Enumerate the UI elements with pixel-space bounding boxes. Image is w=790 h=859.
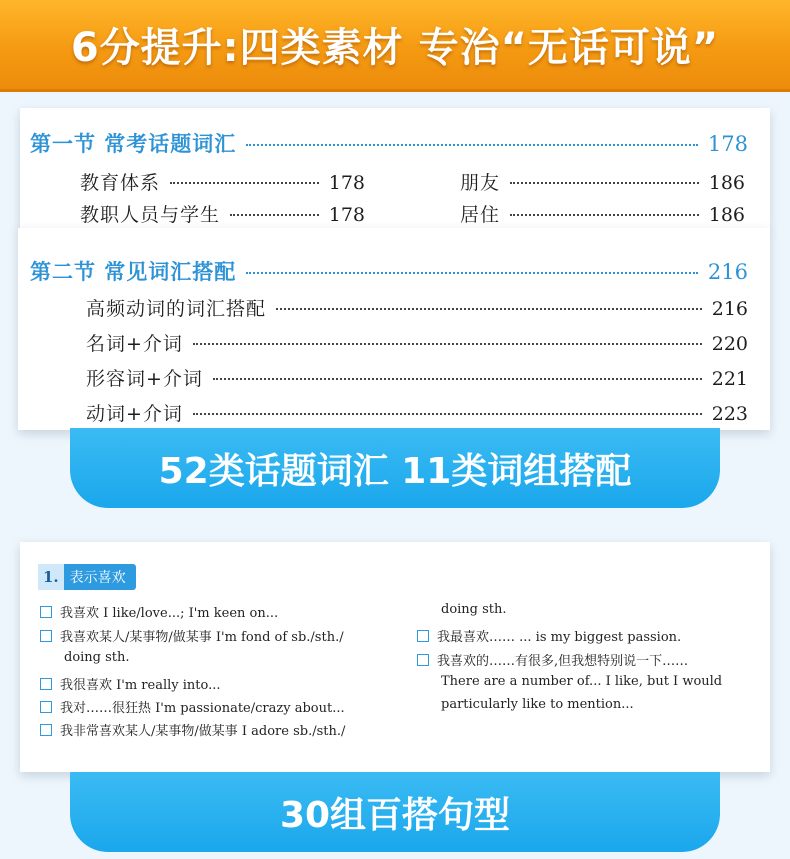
phrase-item: 我喜欢 I like/love...; I'm keen on...: [40, 602, 278, 621]
phrase-continuation: doing sth.: [64, 650, 130, 665]
category-tag-label: 表示喜欢: [69, 570, 126, 586]
leader-dots: [193, 343, 702, 345]
toc-item-label: 教育体系: [80, 172, 161, 194]
checkbox-icon: [40, 701, 52, 713]
toc-section-1-label: 第一节 常考话题词汇: [30, 132, 237, 156]
checkbox-icon: [417, 630, 429, 642]
toc-item-row: [86, 364, 748, 391]
toc-item-label: 形容词+介词: [86, 368, 203, 390]
toc-item-label: 名词+介词: [86, 333, 183, 355]
phrase-continuation: doing sth.: [441, 602, 507, 617]
leader-dots: [276, 308, 702, 310]
checkbox-icon: [417, 654, 429, 666]
header-title: 6分提升:四类素材 专治“无话可说”: [70, 25, 720, 71]
sentence-banner-text: 30组百搭句型: [279, 794, 511, 836]
leader-dots: [170, 182, 319, 184]
vocabulary-banner-text: 52类话题词汇 11类词组搭配: [158, 450, 632, 492]
vocabulary-banner: [70, 428, 720, 508]
leader-dots: [230, 214, 319, 216]
phrase-continuation: particularly like to mention...: [441, 697, 634, 712]
toc-section-2-page: 216: [707, 260, 748, 284]
toc-item-page: 178: [328, 204, 365, 226]
toc-section-1-page: 178: [707, 132, 748, 156]
toc-item-page: 178: [328, 172, 365, 194]
toc-section-1-row: [30, 128, 748, 158]
toc-item-page: 186: [708, 204, 745, 226]
toc-item-label: 居住: [460, 204, 501, 226]
phrase-item: 我喜欢某人/某事物/做某事 I'm fond of sb./sth./: [40, 626, 344, 645]
toc-card-section-1: [20, 108, 770, 230]
leader-dots: [193, 413, 702, 415]
phrase-item: 我对……很狂热 I'm passionate/crazy about...: [40, 697, 345, 716]
toc-item-row: [460, 200, 745, 227]
leader-dots: [246, 144, 698, 146]
phrase-item: 我很喜欢 I'm really into...: [40, 674, 221, 693]
leader-dots: [213, 378, 702, 380]
leader-dots: [510, 182, 699, 184]
toc-item-row: [86, 399, 748, 426]
toc-item-label: 动词+介词: [86, 403, 183, 425]
phrase-item: 我非常喜欢某人/某事物/做某事 I adore sb./sth./: [40, 720, 345, 739]
toc-item-label: 高频动词的词汇搭配: [86, 298, 267, 320]
leader-dots: [510, 214, 699, 216]
category-tag-number: 1.: [38, 564, 64, 590]
toc-item-row: [86, 294, 748, 321]
checkbox-icon: [40, 606, 52, 618]
phrase-item: 我最喜欢…… ... is my biggest passion.: [417, 626, 681, 645]
leader-dots: [246, 272, 698, 274]
checkbox-icon: [40, 678, 52, 690]
toc-item-page: 186: [708, 172, 745, 194]
toc-item-row: [460, 168, 745, 195]
checkbox-icon: [40, 724, 52, 736]
category-tag: [38, 564, 136, 590]
toc-item-page: 220: [711, 333, 748, 355]
toc-item-page: 216: [711, 298, 748, 320]
checkbox-icon: [40, 630, 52, 642]
toc-card-section-2: [18, 228, 770, 430]
header-banner: [0, 0, 790, 92]
toc-item-label: 教职人员与学生: [80, 204, 221, 226]
sentence-banner: [70, 772, 720, 852]
toc-item-row: [80, 168, 365, 195]
toc-section-2-row: [30, 256, 748, 286]
toc-item-page: 221: [711, 368, 748, 390]
toc-item-row: [80, 200, 365, 227]
toc-item-label: 朋友: [460, 172, 501, 194]
toc-section-2-label: 第二节 常见词汇搭配: [30, 260, 237, 284]
phrase-continuation: There are a number of... I like, but I would: [441, 674, 723, 689]
toc-item-page: 223: [711, 403, 748, 425]
phrase-item: 我喜欢的……有很多,但我想特别说一下……: [417, 650, 688, 669]
toc-item-row: [86, 329, 748, 356]
sentence-sample-card: [20, 542, 770, 772]
